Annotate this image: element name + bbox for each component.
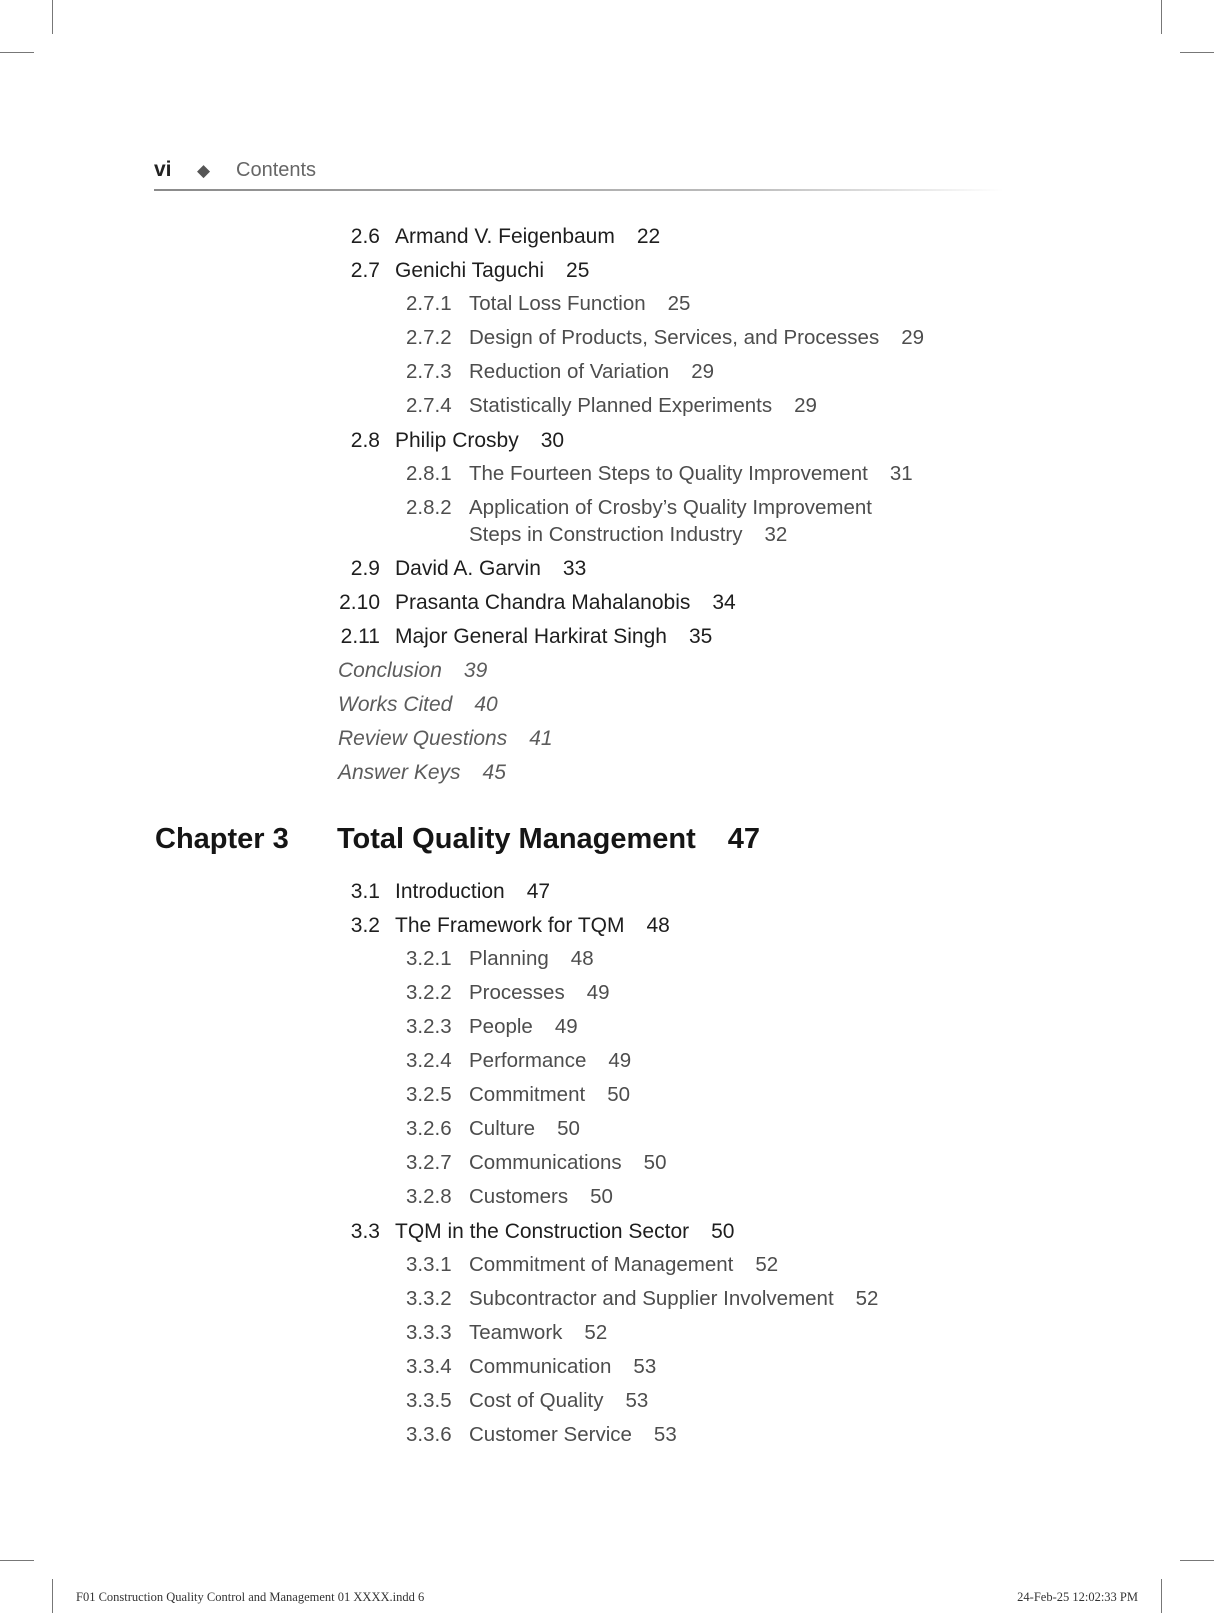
section-number: 3.3 [350, 1220, 380, 1243]
toc-entry-backmatter [338, 728, 553, 749]
section-number: 2.10 [339, 591, 380, 614]
section-title: Genichi Taguchi [395, 259, 545, 282]
section-number: 3.2 [350, 914, 380, 937]
subsection-number: 3.3.2 [406, 1287, 452, 1310]
section-title: TQM in the Construction Sector [395, 1220, 690, 1243]
subsection-page: 50 [643, 1151, 667, 1174]
chapter-title-text: Total Quality Management [337, 823, 696, 855]
subsection-title: Application of Crosby’s Quality Improvement [469, 496, 872, 519]
subsection-title: Culture [469, 1117, 536, 1140]
subsection-number: 3.2.6 [406, 1117, 452, 1140]
section-page: 34 [712, 591, 736, 614]
subsection-title: Subcontractor and Supplier Involvement [469, 1287, 834, 1310]
section-number: 2.7 [350, 259, 380, 282]
backmatter-page: 41 [529, 727, 553, 750]
section-title: Introduction [395, 880, 505, 903]
subsection-title: Reduction of Variation [469, 360, 670, 383]
chapter-label: Chapter 3 [155, 823, 289, 855]
subsection-number: 3.3.3 [406, 1321, 452, 1344]
page-number: vi [154, 158, 172, 181]
subsection-page: 29 [691, 360, 714, 383]
subsection-number: 3.2.1 [406, 947, 452, 970]
backmatter-page: 39 [463, 659, 488, 682]
subsection-page: 50 [557, 1117, 580, 1140]
footer-file: F01 Construction Quality Control and Management 01 XXXX.indd 6 [76, 1590, 425, 1604]
subsection-title: The Fourteen Steps to Quality Improvement [469, 462, 868, 485]
subsection-page: 32 [764, 523, 788, 546]
backmatter-title: Answer Keys [338, 761, 461, 784]
subsection-title: Statistically Planned Experiments [469, 394, 773, 417]
subsection-page: 52 [855, 1287, 879, 1310]
diamond-icon: ◆ [197, 161, 211, 180]
section-number: 2.11 [340, 625, 380, 648]
subsection-number: 3.3.1 [406, 1253, 452, 1276]
section-title: Prasanta Chandra Mahalanobis [395, 591, 691, 614]
subsection-page: 29 [901, 326, 925, 349]
subsection-number: 3.2.7 [406, 1151, 452, 1174]
section-number: 3.1 [350, 880, 380, 903]
subsection-page: 29 [794, 394, 817, 417]
subsection-number: 3.2.4 [406, 1049, 452, 1072]
subsection-title: Cost of Quality [469, 1389, 604, 1412]
backmatter-title: Works Cited [338, 693, 453, 716]
header-title: Contents [236, 159, 317, 181]
backmatter-page: 40 [474, 693, 498, 716]
section-page: 50 [711, 1220, 735, 1243]
section-number: 2.6 [350, 225, 380, 248]
toc-entry-backmatter [338, 694, 498, 715]
subsection-page: 50 [590, 1185, 613, 1208]
subsection-page: 52 [584, 1321, 608, 1344]
backmatter-title: Review Questions [338, 727, 508, 750]
backmatter-page: 45 [482, 761, 506, 784]
subsection-number: 3.3.6 [406, 1423, 452, 1446]
subsection-title: People [469, 1015, 533, 1038]
subsection-number: 2.7.1 [406, 292, 452, 315]
subsection-number: 2.7.2 [406, 326, 452, 349]
section-page: 25 [566, 259, 590, 282]
subsection-title: Communications [469, 1151, 622, 1174]
subsection-number: 2.7.3 [406, 360, 452, 383]
section-page: 47 [526, 880, 551, 903]
section-title: Major General Harkirat Singh [395, 625, 667, 648]
footer-timestamp: 24-Feb-25 12:02:33 PM [1017, 1590, 1138, 1604]
subsection-page: 49 [554, 1015, 578, 1038]
section-page: 48 [646, 914, 670, 937]
toc-entry-backmatter [338, 762, 506, 783]
subsection-number: 2.8.1 [406, 462, 452, 485]
section-number: 2.9 [350, 557, 380, 580]
subsection-page: 48 [570, 947, 594, 970]
subsection-number: 2.8.2 [406, 496, 452, 519]
section-title: Philip Crosby [395, 429, 519, 452]
section-page: 35 [688, 625, 713, 648]
subsection-page: 53 [633, 1355, 657, 1378]
section-page: 22 [636, 225, 661, 248]
subsection-number: 3.2.2 [406, 981, 452, 1004]
subsection-title: Teamwork [469, 1321, 563, 1344]
subsection-page: 49 [586, 981, 610, 1004]
chapter-title [337, 823, 760, 856]
subsection-title: Total Loss Function [469, 292, 646, 315]
subsection-title: Customer Service [469, 1423, 632, 1446]
toc-entry-backmatter [338, 660, 487, 681]
subsection-page: 53 [625, 1389, 649, 1412]
subsection-number: 3.3.5 [406, 1389, 452, 1412]
subsection-number: 3.2.8 [406, 1185, 452, 1208]
subsection-page: 53 [653, 1423, 677, 1446]
section-title: The Framework for TQM [395, 914, 625, 937]
section-title: Armand V. Feigenbaum [395, 225, 615, 248]
subsection-number: 3.3.4 [406, 1355, 452, 1378]
subsection-title: Performance [469, 1049, 587, 1072]
subsection-title: Design of Products, Services, and Processes [469, 326, 880, 349]
section-title: David A. Garvin [395, 557, 541, 580]
subsection-title: Commitment of Management [469, 1253, 734, 1276]
subsection-number: 2.7.4 [406, 394, 452, 417]
subsection-title: Commitment [469, 1083, 586, 1106]
section-number: 2.8 [350, 429, 380, 452]
subsection-number: 3.2.3 [406, 1015, 452, 1038]
section-page: 33 [562, 557, 587, 580]
subsection-page: 50 [607, 1083, 630, 1106]
subsection-number: 3.2.5 [406, 1083, 452, 1106]
subsection-title-continued: Steps in Construction Industry [469, 523, 743, 546]
chapter-page: 47 [727, 823, 761, 855]
subsection-title: Customers [469, 1185, 569, 1208]
subsection-title: Communication [469, 1355, 612, 1378]
subsection-page: 31 [889, 462, 913, 485]
subsection-page: 25 [667, 292, 691, 315]
subsection-page: 52 [755, 1253, 779, 1276]
backmatter-title: Conclusion [338, 659, 442, 682]
subsection-page: 49 [608, 1049, 632, 1072]
subsection-title: Planning [469, 947, 549, 970]
section-page: 30 [540, 429, 565, 452]
subsection-title: Processes [469, 981, 565, 1004]
